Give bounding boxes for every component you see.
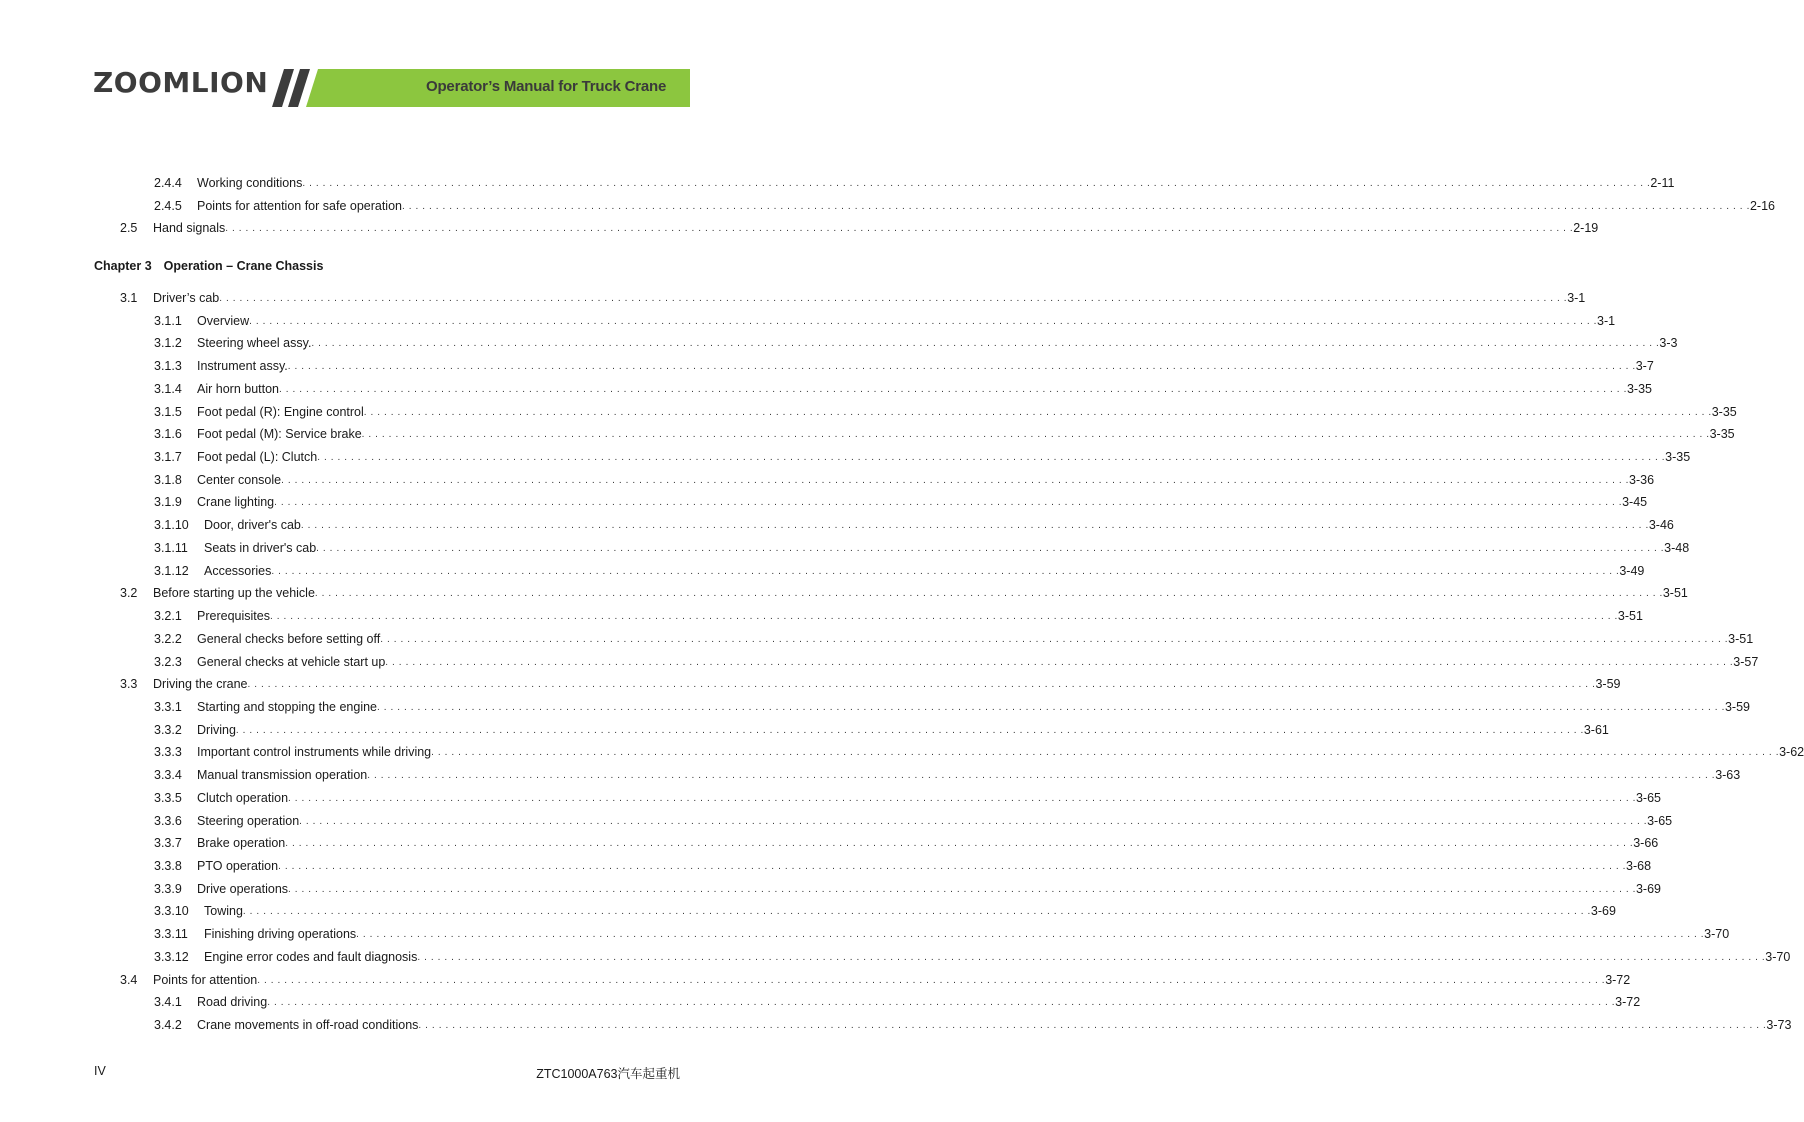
- toc-entry[interactable]: [154, 743, 1804, 761]
- toc-page: 3-70: [1704, 927, 1730, 941]
- chapter-title: Operation – Crane Chassis: [163, 259, 324, 273]
- toc-leader-dots: . . . . . . . . . . . . . . . . . . . . . . . . . . . . . . . . . . . . . . . . . . . . . . . . . . . . . . . . . . . . . . . . . . . . . . . . . . . . . . . . . . . . . . . . . . . . . . . . . . . . . . . . . . . . . . . . . . . . . . . . . . . . . . . . . . . . . . . . . . . . . . . . . . . . . . . . . . . . . . . . . . . . . . . . . . . . . . . . . . . . . . . . . . . . . . . . . . . . . . . .: [235, 725, 1584, 736]
- toc-page: 2-11: [1650, 176, 1675, 190]
- toc-leader-dots: . . . . . . . . . . . . . . . . . . . . . . . . . . . . . . . . . . . . . . . . . . . . . . . . . . . . . . . . . . . . . . . . . . . . . . . . . . . . . . . . . . . . . . . . . . . . . . . . . . . . . . . . . . . . . . . . . . . . . . . . . . . . . . . . . . . . . . . . . . . . . . . . . . . . . . . . . . . . . . . . . . . . . . . . . . . . . . . . . . . . . . . . . . . . . . . . . . . . . . . .: [247, 679, 1596, 690]
- toc-number: 3.3.4: [154, 768, 182, 782]
- toc-leader-dots: . . . . . . . . . . . . . . . . . . . . . . . . . . . . . . . . . . . . . . . . . . . . . . . . . . . . . . . . . . . . . . . . . . . . . . . . . . . . . . . . . . . . . . . . . . . . . . . . . . . . . . . . . . . . . . . . . . . . . . . . . . . . . . . . . . . . . . . . . . . . . . . . . . . . . . . . . . . . . . . . . . . . . . . . . . . . . . . . . . . . . . . . . . . . . . . . . . . . . . . .: [219, 293, 1568, 304]
- toc-entry[interactable]: [154, 425, 1735, 443]
- toc-title: Starting and stopping the engine: [197, 700, 377, 714]
- toc-number: 2.5: [120, 221, 138, 235]
- toc-title: Overview: [197, 314, 250, 328]
- toc-title: Towing: [204, 904, 243, 918]
- toc-page: 3-65: [1647, 814, 1673, 828]
- toc-page: 3-68: [1626, 859, 1652, 873]
- toc-title: Drive operations: [197, 882, 289, 896]
- toc-number: 3.3.1: [154, 700, 182, 714]
- toc-entry[interactable]: [154, 789, 1662, 807]
- manual-title: Operator’s Manual for Truck Crane: [426, 78, 667, 95]
- toc-title: Prerequisites: [197, 609, 270, 623]
- toc-number: 3.1.8: [154, 473, 182, 487]
- toc-leader-dots: . . . . . . . . . . . . . . . . . . . . . . . . . . . . . . . . . . . . . . . . . . . . . . . . . . . . . . . . . . . . . . . . . . . . . . . . . . . . . . . . . . . . . . . . . . . . . . . . . . . . . . . . . . . . . . . . . . . . . . . . . . . . . . . . . . . . . . . . . . . . . . . . . . . . . . . . . . . . . . . . . . . . . . . . . . . . . . . . . . . . . . . . . . . . . . . . . . . . . . . .: [278, 861, 1627, 872]
- toc-entry[interactable]: [154, 357, 1654, 375]
- toc-number: 3.4.1: [154, 995, 182, 1009]
- toc-page: 3-51: [1617, 609, 1643, 623]
- toc-leader-dots: . . . . . . . . . . . . . . . . . . . . . . . . . . . . . . . . . . . . . . . . . . . . . . . . . . . . . . . . . . . . . . . . . . . . . . . . . . . . . . . . . . . . . . . . . . . . . . . . . . . . . . . . . . . . . . . . . . . . . . . . . . . . . . . . . . . . . . . . . . . . . . . . . . . . . . . . . . . . . . . . . . . . . . . . . . . . . . . . . . . . . . . . . . . . . . . . . . . . . . . .: [269, 611, 1618, 622]
- toc-entry[interactable]: [120, 219, 1599, 237]
- toc-page: 3-1: [1567, 291, 1586, 305]
- toc-page: 3-35: [1709, 427, 1735, 441]
- toc-leader-dots: . . . . . . . . . . . . . . . . . . . . . . . . . . . . . . . . . . . . . . . . . . . . . . . . . . . . . . . . . . . . . . . . . . . . . . . . . . . . . . . . . . . . . . . . . . . . . . . . . . . . . . . . . . . . . . . . . . . . . . . . . . . . . . . . . . . . . . . . . . . . . . . . . . . . . . . . . . . . . . . . . . . . . . . . . . . . . . . . . . . . . . . . . . . . . . . . . . . . . . . .: [314, 588, 1663, 599]
- toc-leader-dots: . . . . . . . . . . . . . . . . . . . . . . . . . . . . . . . . . . . . . . . . . . . . . . . . . . . . . . . . . . . . . . . . . . . . . . . . . . . . . . . . . . . . . . . . . . . . . . . . . . . . . . . . . . . . . . . . . . . . . . . . . . . . . . . . . . . . . . . . . . . . . . . . . . . . . . . . . . . . . . . . . . . . . . . . . . . . . . . . . . . . . . . . . . . . . . . . . . . . . . . .: [385, 657, 1734, 668]
- toc-page: 3-35: [1665, 450, 1691, 464]
- toc-title: Foot pedal (M): Service brake: [197, 427, 362, 441]
- toc-title: Brake operation: [197, 836, 286, 850]
- toc-number: 3.3.3: [154, 745, 182, 759]
- toc-entry[interactable]: [120, 971, 1631, 989]
- toc-title: General checks at vehicle start up: [197, 655, 386, 669]
- toc-entry[interactable]: [154, 539, 1690, 557]
- toc-number: 3.1.12: [154, 564, 189, 578]
- toc-entry[interactable]: [154, 834, 1659, 852]
- toc-leader-dots: . . . . . . . . . . . . . . . . . . . . . . . . . . . . . . . . . . . . . . . . . . . . . . . . . . . . . . . . . . . . . . . . . . . . . . . . . . . . . . . . . . . . . . . . . . . . . . . . . . . . . . . . . . . . . . . . . . . . . . . . . . . . . . . . . . . . . . . . . . . . . . . . . . . . . . . . . . . . . . . . . . . . . . . . . . . . . . . . . . . . . . . . . . . . . . . . . . . . . . . .: [267, 997, 1616, 1008]
- toc-entry[interactable]: [154, 630, 1754, 648]
- toc-entry[interactable]: [154, 403, 1737, 421]
- toc-title: Important control instruments while driving: [197, 745, 432, 759]
- toc-number: 3.3.9: [154, 882, 182, 896]
- toc-number: 3.3.7: [154, 836, 182, 850]
- toc-number: 3.3.6: [154, 814, 182, 828]
- toc-title: General checks before setting off: [197, 632, 381, 646]
- toc-entry[interactable]: [154, 174, 1675, 192]
- toc-title: Driving: [197, 723, 236, 737]
- toc-entry[interactable]: [154, 312, 1616, 330]
- zoomlion-logo: ZOOMLION: [93, 66, 269, 99]
- toc-number: 3.1.10: [154, 518, 189, 532]
- toc-number: 3.1.9: [154, 495, 182, 509]
- toc-number: 3.3.10: [154, 904, 189, 918]
- toc-leader-dots: . . . . . . . . . . . . . . . . . . . . . . . . . . . . . . . . . . . . . . . . . . . . . . . . . . . . . . . . . . . . . . . . . . . . . . . . . . . . . . . . . . . . . . . . . . . . . . . . . . . . . . . . . . . . . . . . . . . . . . . . . . . . . . . . . . . . . . . . . . . . . . . . . . . . . . . . . . . . . . . . . . . . . . . . . . . . . . . . . . . . . . . . . . . . . . . . . . . . . . . .: [242, 906, 1591, 917]
- toc-title: Manual transmission operation: [197, 768, 368, 782]
- toc-title: Engine error codes and fault diagnosis: [204, 950, 418, 964]
- toc-page: 3-45: [1622, 495, 1648, 509]
- toc-page: 3-69: [1590, 904, 1616, 918]
- toc-page: 3-73: [1766, 1018, 1792, 1032]
- toc-leader-dots: . . . . . . . . . . . . . . . . . . . . . . . . . . . . . . . . . . . . . . . . . . . . . . . . . . . . . . . . . . . . . . . . . . . . . . . . . . . . . . . . . . . . . . . . . . . . . . . . . . . . . . . . . . . . . . . . . . . . . . . . . . . . . . . . . . . . . . . . . . . . . . . . . . . . . . . . . . . . . . . . . . . . . . . . . . . . . . . . . . . . . . . . . . . . . . . . . . . . . . . .: [300, 520, 1649, 531]
- toc-leader-dots: . . . . . . . . . . . . . . . . . . . . . . . . . . . . . . . . . . . . . . . . . . . . . . . . . . . . . . . . . . . . . . . . . . . . . . . . . . . . . . . . . . . . . . . . . . . . . . . . . . . . . . . . . . . . . . . . . . . . . . . . . . . . . . . . . . . . . . . . . . . . . . . . . . . . . . . . . . . . . . . . . . . . . . . . . . . . . . . . . . . . . . . . . . . . . . . . . . . . . . . .: [361, 429, 1710, 440]
- toc-title: Driving the crane: [153, 677, 248, 691]
- toc-entry[interactable]: [154, 993, 1641, 1011]
- toc-leader-dots: . . . . . . . . . . . . . . . . . . . . . . . . . . . . . . . . . . . . . . . . . . . . . . . . . . . . . . . . . . . . . . . . . . . . . . . . . . . . . . . . . . . . . . . . . . . . . . . . . . . . . . . . . . . . . . . . . . . . . . . . . . . . . . . . . . . . . . . . . . . . . . . . . . . . . . . . . . . . . . . . . . . . . . . . . . . . . . . . . . . . . . . . . . . . . . . . . . . . . . . .: [377, 702, 1725, 713]
- toc-page: 3-51: [1662, 586, 1688, 600]
- toc-title: Accessories: [204, 564, 272, 578]
- toc-number: 3.1.11: [154, 541, 188, 555]
- toc-leader-dots: . . . . . . . . . . . . . . . . . . . . . . . . . . . . . . . . . . . . . . . . . . . . . . . . . . . . . . . . . . . . . . . . . . . . . . . . . . . . . . . . . . . . . . . . . . . . . . . . . . . . . . . . . . . . . . . . . . . . . . . . . . . . . . . . . . . . . . . . . . . . . . . . . . . . . . . . . . . . . . . . . . . . . . . . . . . . . . . . . . . . . . . . . . . . . . . . . . . . . . . .: [380, 634, 1729, 645]
- toc-page: 2-16: [1749, 199, 1775, 213]
- toc-entry[interactable]: [120, 289, 1586, 307]
- toc-leader-dots: . . . . . . . . . . . . . . . . . . . . . . . . . . . . . . . . . . . . . . . . . . . . . . . . . . . . . . . . . . . . . . . . . . . . . . . . . . . . . . . . . . . . . . . . . . . . . . . . . . . . . . . . . . . . . . . . . . . . . . . . . . . . . . . . . . . . . . . . . . . . . . . . . . . . . . . . . . . . . . . . . . . . . . . . . . . . . . . . . . . . . . . . . . . . . . . . . . . . . . . .: [288, 793, 1636, 804]
- toc-title: Steering operation: [197, 814, 300, 828]
- toc-number: 3.1.7: [154, 450, 182, 464]
- toc-page: 3-66: [1633, 836, 1659, 850]
- chapter-label: Chapter 3: [94, 259, 152, 273]
- toc-leader-dots: . . . . . . . . . . . . . . . . . . . . . . . . . . . . . . . . . . . . . . . . . . . . . . . . . . . . . . . . . . . . . . . . . . . . . . . . . . . . . . . . . . . . . . . . . . . . . . . . . . . . . . . . . . . . . . . . . . . . . . . . . . . . . . . . . . . . . . . . . . . . . . . . . . . . . . . . . . . . . . . . . . . . . . . . . . . . . . . . . . . . . . . . . . . . . . . . . . . . . . . .: [363, 407, 1712, 418]
- chapter-heading: [94, 259, 323, 273]
- toc-entry[interactable]: [154, 516, 1674, 534]
- toc-title: Foot pedal (R): Engine control: [197, 405, 364, 419]
- toc-number: 3.3.2: [154, 723, 182, 737]
- toc-page: 3-72: [1615, 995, 1641, 1009]
- toc-leader-dots: . . . . . . . . . . . . . . . . . . . . . . . . . . . . . . . . . . . . . . . . . . . . . . . . . . . . . . . . . . . . . . . . . . . . . . . . . . . . . . . . . . . . . . . . . . . . . . . . . . . . . . . . . . . . . . . . . . . . . . . . . . . . . . . . . . . . . . . . . . . . . . . . . . . . . . . . . . . . . . . . . . . . . . . . . . . . . . . . . . . . . . . . . . . . . . . . . . . . . . . .: [249, 316, 1598, 327]
- toc-entry[interactable]: [154, 925, 1730, 943]
- toc-page: 3-46: [1648, 518, 1674, 532]
- toc-page: 3-72: [1605, 973, 1631, 987]
- toc-page: 3-7: [1635, 359, 1654, 373]
- toc-leader-dots: . . . . . . . . . . . . . . . . . . . . . . . . . . . . . . . . . . . . . . . . . . . . . . . . . . . . . . . . . . . . . . . . . . . . . . . . . . . . . . . . . . . . . . . . . . . . . . . . . . . . . . . . . . . . . . . . . . . . . . . . . . . . . . . . . . . . . . . . . . . . . . . . . . . . . . . . . . . . . . . . . . . . . . . . . . . . . . . . . . . . . . . . . . . . . . . . . . . . . . . .: [274, 497, 1623, 508]
- toc-title: Instrument assy.: [197, 359, 288, 373]
- toc-title: Finishing driving operations: [204, 927, 357, 941]
- toc-title: Steering wheel assy.: [197, 336, 312, 350]
- toc-leader-dots: . . . . . . . . . . . . . . . . . . . . . . . . . . . . . . . . . . . . . . . . . . . . . . . . . . . . . . . . . . . . . . . . . . . . . . . . . . . . . . . . . . . . . . . . . . . . . . . . . . . . . . . . . . . . . . . . . . . . . . . . . . . . . . . . . . . . . . . . . . . . . . . . . . . . . . . . . . . . . . . . . . . . . . . . . . . . . . . . . . . . . . . . . . . . . . . . . . . . . . . .: [367, 770, 1716, 781]
- toc-title: Seats in driver's cab: [204, 541, 317, 555]
- toc-leader-dots: . . . . . . . . . . . . . . . . . . . . . . . . . . . . . . . . . . . . . . . . . . . . . . . . . . . . . . . . . . . . . . . . . . . . . . . . . . . . . . . . . . . . . . . . . . . . . . . . . . . . . . . . . . . . . . . . . . . . . . . . . . . . . . . . . . . . . . . . . . . . . . . . . . . . . . . . . . . . . . . . . . . . . . . . . . . . . . . . . . . . . . . . . . . . . . . . . . . . . . . .: [299, 816, 1648, 827]
- toc-number: 3.1.6: [154, 427, 182, 441]
- toc-page: 2-19: [1573, 221, 1599, 235]
- toc-entry[interactable]: [154, 334, 1678, 352]
- toc-page: 3-35: [1711, 405, 1737, 419]
- toc-title: Points for attention: [153, 973, 258, 987]
- toc-title: PTO operation: [197, 859, 279, 873]
- toc-number: 3.2.1: [154, 609, 182, 623]
- toc-entry[interactable]: [154, 653, 1759, 671]
- toc-number: 3.3.8: [154, 859, 182, 873]
- toc-leader-dots: . . . . . . . . . . . . . . . . . . . . . . . . . . . . . . . . . . . . . . . . . . . . . . . . . . . . . . . . . . . . . . . . . . . . . . . . . . . . . . . . . . . . . . . . . . . . . . . . . . . . . . . . . . . . . . . . . . . . . . . . . . . . . . . . . . . . . . . . . . . . . . . . . . . . . . . . . . . . . . . . . . . . . . . . . . . . . . . . . . . . . . . . . . . . . . . . . . . . . . . .: [418, 1020, 1767, 1031]
- toc-entry[interactable]: [154, 902, 1616, 920]
- toc-page: 3-57: [1733, 655, 1759, 669]
- toc-title: Driver’s cab: [153, 291, 220, 305]
- toc-leader-dots: . . . . . . . . . . . . . . . . . . . . . . . . . . . . . . . . . . . . . . . . . . . . . . . . . . . . . . . . . . . . . . . . . . . . . . . . . . . . . . . . . . . . . . . . . . . . . . . . . . . . . . . . . . . . . . . . . . . . . . . . . . . . . . . . . . . . . . . . . . . . . . . . . . . . . . . . . . . . . . . . . . . . . . . . . . . . . . . . . . . . . . . . . . . . . . . . . . . . . . . .: [431, 747, 1780, 758]
- toc-number: 3.4.2: [154, 1018, 182, 1032]
- toc-entry[interactable]: [154, 562, 1645, 580]
- toc-leader-dots: . . . . . . . . . . . . . . . . . . . . . . . . . . . . . . . . . . . . . . . . . . . . . . . . . . . . . . . . . . . . . . . . . . . . . . . . . . . . . . . . . . . . . . . . . . . . . . . . . . . . . . . . . . . . . . . . . . . . . . . . . . . . . . . . . . . . . . . . . . . . . . . . . . . . . . . . . . . . . . . . . . . . . . . . . . . . . . . . . . . . . . . . . . . . . . . . . . . . . . . .: [285, 838, 1634, 849]
- toc-entry[interactable]: [154, 812, 1673, 830]
- toc-entry[interactable]: [154, 721, 1609, 739]
- toc-entry[interactable]: [154, 698, 1750, 716]
- toc-leader-dots: . . . . . . . . . . . . . . . . . . . . . . . . . . . . . . . . . . . . . . . . . . . . . . . . . . . . . . . . . . . . . . . . . . . . . . . . . . . . . . . . . . . . . . . . . . . . . . . . . . . . . . . . . . . . . . . . . . . . . . . . . . . . . . . . . . . . . . . . . . . . . . . . . . . . . . . . . . . . . . . . . . . . . . . . . . . . . . . . . . . . . . . . . . . . . . . . . . . . . . . .: [279, 384, 1627, 395]
- toc-title: Foot pedal (L): Clutch: [197, 450, 318, 464]
- toc-leader-dots: . . . . . . . . . . . . . . . . . . . . . . . . . . . . . . . . . . . . . . . . . . . . . . . . . . . . . . . . . . . . . . . . . . . . . . . . . . . . . . . . . . . . . . . . . . . . . . . . . . . . . . . . . . . . . . . . . . . . . . . . . . . . . . . . . . . . . . . . . . . . . . . . . . . . . . . . . . . . . . . . . . . . . . . . . . . . . . . . . . . . . . . . . . . . . . . . . . . . . . . .: [417, 952, 1766, 963]
- toc-number: 3.1.5: [154, 405, 182, 419]
- toc-entry[interactable]: [120, 675, 1621, 693]
- toc-number: 3.1.1: [154, 314, 182, 328]
- toc-number: 3.4: [120, 973, 138, 987]
- toc-entry[interactable]: [154, 197, 1775, 215]
- toc-page: 3-69: [1635, 882, 1661, 896]
- toc-entry[interactable]: [154, 948, 1791, 966]
- toc-page: 3-63: [1715, 768, 1741, 782]
- toc-entry[interactable]: [154, 766, 1741, 784]
- toc-number: 3.2.2: [154, 632, 182, 646]
- toc-leader-dots: . . . . . . . . . . . . . . . . . . . . . . . . . . . . . . . . . . . . . . . . . . . . . . . . . . . . . . . . . . . . . . . . . . . . . . . . . . . . . . . . . . . . . . . . . . . . . . . . . . . . . . . . . . . . . . . . . . . . . . . . . . . . . . . . . . . . . . . . . . . . . . . . . . . . . . . . . . . . . . . . . . . . . . . . . . . . . . . . . . . . . . . . . . . . . . . . . . . . . . . .: [287, 361, 1636, 372]
- toc-entry[interactable]: [154, 493, 1648, 511]
- toc-number: 3.2: [120, 586, 138, 600]
- footer-model: ZTC1000A763汽车起重机: [536, 1067, 680, 1081]
- toc-title: Crane movements in off-road conditions: [197, 1018, 419, 1032]
- toc-page: 3-59: [1595, 677, 1621, 691]
- toc-number: 3.3.5: [154, 791, 182, 805]
- toc-entry[interactable]: [154, 880, 1661, 898]
- toc-page: 3-51: [1728, 632, 1754, 646]
- toc-title: Crane lighting: [197, 495, 275, 509]
- toc-page: 3-36: [1629, 473, 1655, 487]
- toc-number: 3.3.11: [154, 927, 188, 941]
- toc-page: 3-1: [1597, 314, 1616, 328]
- toc-title: Working conditions: [197, 176, 303, 190]
- toc-title: Road driving: [197, 995, 268, 1009]
- toc-number: 2.4.5: [154, 199, 182, 213]
- toc-number: 3.1.2: [154, 336, 182, 350]
- toc-number: 2.4.4: [154, 176, 182, 190]
- toc-number: 3.3.12: [154, 950, 189, 964]
- page-number: IV: [94, 1064, 106, 1078]
- toc-number: 3.1.4: [154, 382, 182, 396]
- toc-leader-dots: . . . . . . . . . . . . . . . . . . . . . . . . . . . . . . . . . . . . . . . . . . . . . . . . . . . . . . . . . . . . . . . . . . . . . . . . . . . . . . . . . . . . . . . . . . . . . . . . . . . . . . . . . . . . . . . . . . . . . . . . . . . . . . . . . . . . . . . . . . . . . . . . . . . . . . . . . . . . . . . . . . . . . . . . . . . . . . . . . . . . . . . . . . . . . . . . . . . . . . . .: [225, 223, 1574, 234]
- toc-title: Center console: [197, 473, 282, 487]
- toc-number: 3.3: [120, 677, 138, 691]
- toc-leader-dots: . . . . . . . . . . . . . . . . . . . . . . . . . . . . . . . . . . . . . . . . . . . . . . . . . . . . . . . . . . . . . . . . . . . . . . . . . . . . . . . . . . . . . . . . . . . . . . . . . . . . . . . . . . . . . . . . . . . . . . . . . . . . . . . . . . . . . . . . . . . . . . . . . . . . . . . . . . . . . . . . . . . . . . . . . . . . . . . . . . . . . . . . . . . . . . . . . . . . . . . .: [288, 884, 1636, 895]
- toc-leader-dots: . . . . . . . . . . . . . . . . . . . . . . . . . . . . . . . . . . . . . . . . . . . . . . . . . . . . . . . . . . . . . . . . . . . . . . . . . . . . . . . . . . . . . . . . . . . . . . . . . . . . . . . . . . . . . . . . . . . . . . . . . . . . . . . . . . . . . . . . . . . . . . . . . . . . . . . . . . . . . . . . . . . . . . . . . . . . . . . . . . . . . . . . . . . . . . . . . . . . . . . .: [316, 543, 1665, 554]
- toc-page: 3-59: [1724, 700, 1750, 714]
- toc-entry[interactable]: [154, 380, 1652, 398]
- toc-page: 3-61: [1583, 723, 1609, 737]
- toc-page: 3-48: [1664, 541, 1690, 555]
- toc-leader-dots: . . . . . . . . . . . . . . . . . . . . . . . . . . . . . . . . . . . . . . . . . . . . . . . . . . . . . . . . . . . . . . . . . . . . . . . . . . . . . . . . . . . . . . . . . . . . . . . . . . . . . . . . . . . . . . . . . . . . . . . . . . . . . . . . . . . . . . . . . . . . . . . . . . . . . . . . . . . . . . . . . . . . . . . . . . . . . . . . . . . . . . . . . . . . . . . . . . . . . . . .: [271, 566, 1620, 577]
- toc-page: 3-3: [1659, 336, 1678, 350]
- toc-number: 3.2.3: [154, 655, 182, 669]
- toc-leader-dots: . . . . . . . . . . . . . . . . . . . . . . . . . . . . . . . . . . . . . . . . . . . . . . . . . . . . . . . . . . . . . . . . . . . . . . . . . . . . . . . . . . . . . . . . . . . . . . . . . . . . . . . . . . . . . . . . . . . . . . . . . . . . . . . . . . . . . . . . . . . . . . . . . . . . . . . . . . . . . . . . . . . . . . . . . . . . . . . . . . . . . . . . . . . . . . . . . . . . . . . .: [257, 975, 1606, 986]
- toc-title: Hand signals: [153, 221, 226, 235]
- toc-entry[interactable]: [154, 448, 1691, 466]
- toc-title: Points for attention for safe operation: [197, 199, 402, 213]
- toc-leader-dots: . . . . . . . . . . . . . . . . . . . . . . . . . . . . . . . . . . . . . . . . . . . . . . . . . . . . . . . . . . . . . . . . . . . . . . . . . . . . . . . . . . . . . . . . . . . . . . . . . . . . . . . . . . . . . . . . . . . . . . . . . . . . . . . . . . . . . . . . . . . . . . . . . . . . . . . . . . . . . . . . . . . . . . . . . . . . . . . . . . . . . . . . . . . . . . . . . . . . . . . .: [356, 929, 1705, 940]
- toc-title: Clutch operation: [197, 791, 289, 805]
- toc-entry[interactable]: [154, 1016, 1792, 1034]
- toc-entry[interactable]: [154, 857, 1652, 875]
- toc-leader-dots: . . . . . . . . . . . . . . . . . . . . . . . . . . . . . . . . . . . . . . . . . . . . . . . . . . . . . . . . . . . . . . . . . . . . . . . . . . . . . . . . . . . . . . . . . . . . . . . . . . . . . . . . . . . . . . . . . . . . . . . . . . . . . . . . . . . . . . . . . . . . . . . . . . . . . . . . . . . . . . . . . . . . . . . . . . . . . . . . . . . . . . . . . . . . . . . . . . . . . . . .: [317, 452, 1666, 463]
- toc-leader-dots: . . . . . . . . . . . . . . . . . . . . . . . . . . . . . . . . . . . . . . . . . . . . . . . . . . . . . . . . . . . . . . . . . . . . . . . . . . . . . . . . . . . . . . . . . . . . . . . . . . . . . . . . . . . . . . . . . . . . . . . . . . . . . . . . . . . . . . . . . . . . . . . . . . . . . . . . . . . . . . . . . . . . . . . . . . . . . . . . . . . . . . . . . . . . . . . . . . . . . . . .: [281, 475, 1630, 486]
- toc-number: 3.1.3: [154, 359, 182, 373]
- toc-title: Before starting up the vehicle: [153, 586, 315, 600]
- toc-page: 3-49: [1619, 564, 1645, 578]
- toc-entry[interactable]: [154, 471, 1655, 489]
- toc-page: 3-62: [1779, 745, 1804, 759]
- toc-entry[interactable]: [154, 607, 1643, 625]
- toc-page: 3-35: [1626, 382, 1652, 396]
- toc-leader-dots: . . . . . . . . . . . . . . . . . . . . . . . . . . . . . . . . . . . . . . . . . . . . . . . . . . . . . . . . . . . . . . . . . . . . . . . . . . . . . . . . . . . . . . . . . . . . . . . . . . . . . . . . . . . . . . . . . . . . . . . . . . . . . . . . . . . . . . . . . . . . . . . . . . . . . . . . . . . . . . . . . . . . . . . . . . . . . . . . . . . . . . . . . . . . . . . . . . . . . . . .: [302, 178, 1651, 189]
- toc-leader-dots: . . . . . . . . . . . . . . . . . . . . . . . . . . . . . . . . . . . . . . . . . . . . . . . . . . . . . . . . . . . . . . . . . . . . . . . . . . . . . . . . . . . . . . . . . . . . . . . . . . . . . . . . . . . . . . . . . . . . . . . . . . . . . . . . . . . . . . . . . . . . . . . . . . . . . . . . . . . . . . . . . . . . . . . . . . . . . . . . . . . . . . . . . . . . . . . . . . . . . . . .: [311, 338, 1660, 349]
- toc-title: Air horn button: [197, 382, 279, 396]
- toc-page: 3-70: [1765, 950, 1791, 964]
- toc-leader-dots: . . . . . . . . . . . . . . . . . . . . . . . . . . . . . . . . . . . . . . . . . . . . . . . . . . . . . . . . . . . . . . . . . . . . . . . . . . . . . . . . . . . . . . . . . . . . . . . . . . . . . . . . . . . . . . . . . . . . . . . . . . . . . . . . . . . . . . . . . . . . . . . . . . . . . . . . . . . . . . . . . . . . . . . . . . . . . . . . . . . . . . . . . . . . . . . . . . . . . . . .: [402, 201, 1750, 212]
- toc-page: 3-65: [1635, 791, 1662, 805]
- toc-title: Door, driver's cab: [204, 518, 301, 532]
- toc-number: 3.1: [120, 291, 138, 305]
- toc-entry[interactable]: [120, 584, 1688, 602]
